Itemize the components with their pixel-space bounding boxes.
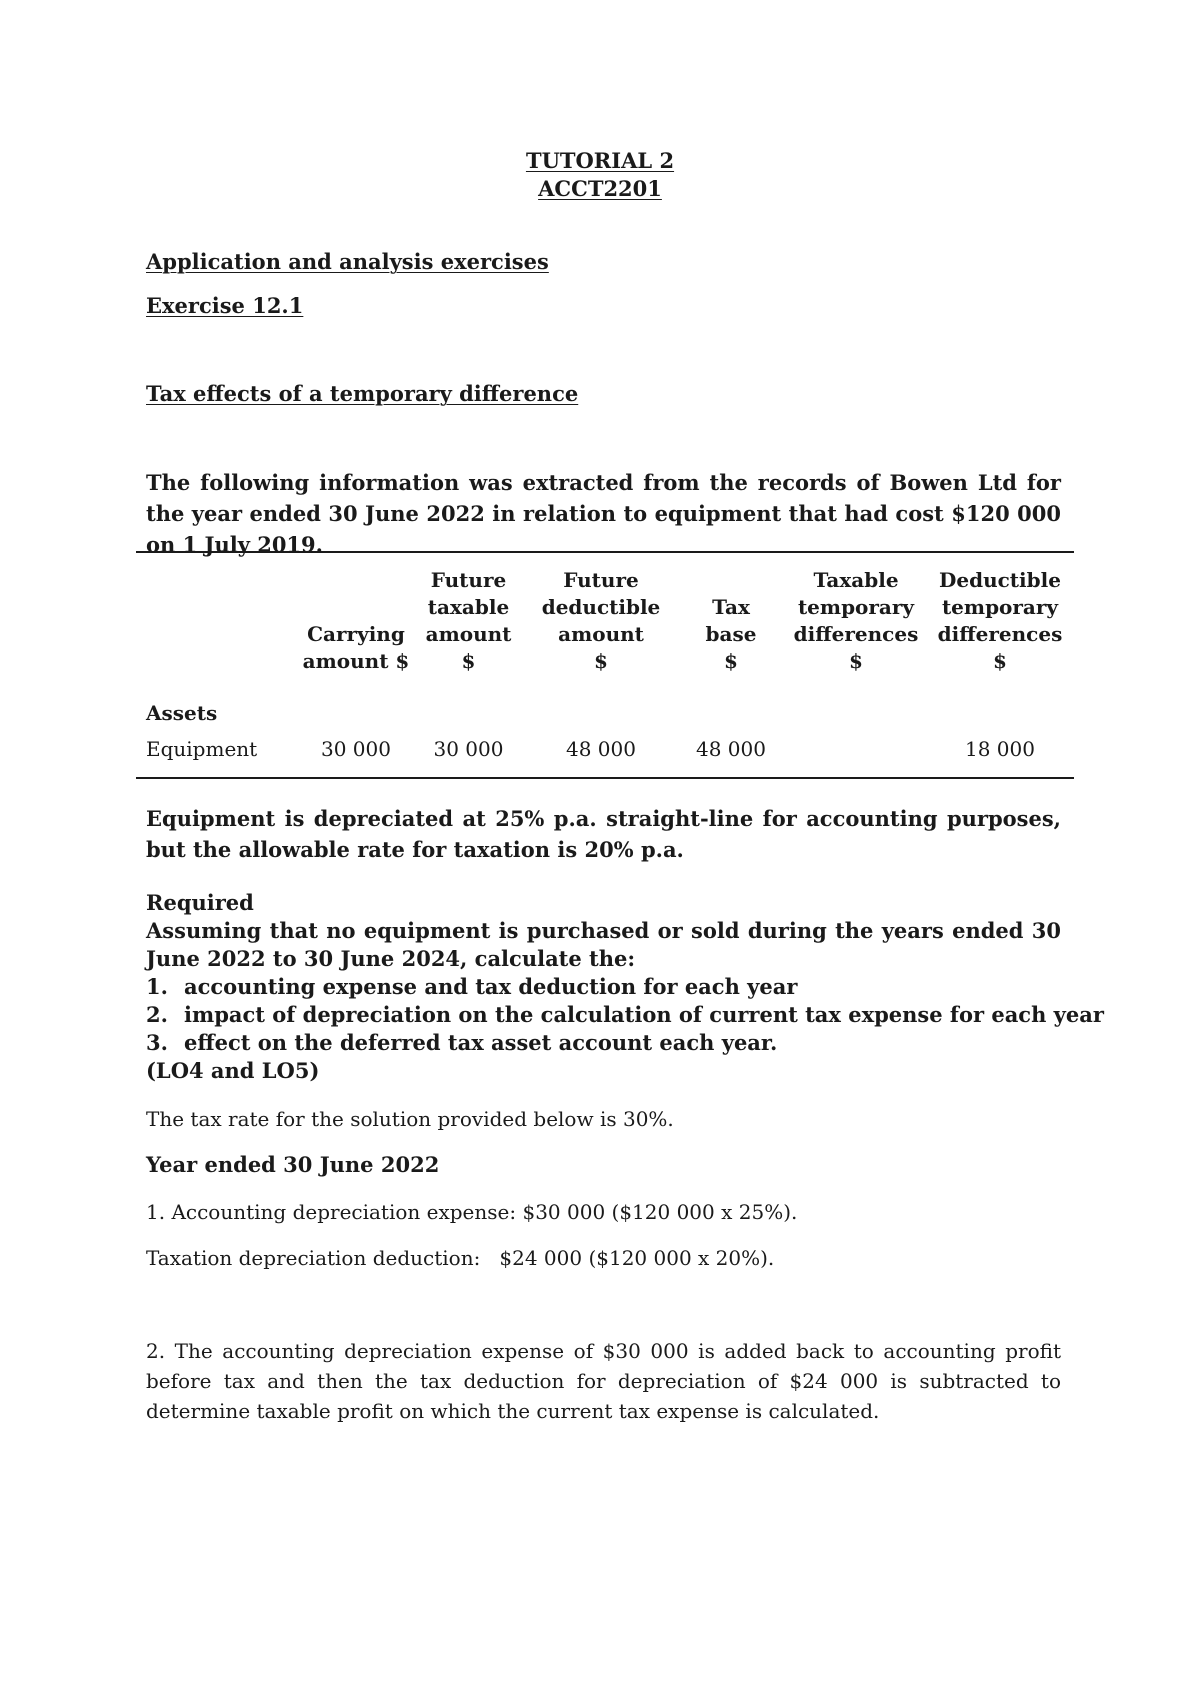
exercise-label: Exercise 12.1: [146, 293, 304, 318]
cell-future-taxable: 30 000: [433, 737, 504, 761]
header-text: temporary: [941, 595, 1059, 619]
header-text: Future: [430, 568, 507, 592]
header-text: $: [724, 649, 738, 673]
header-text: taxable: [427, 595, 510, 619]
tax-rate-note: The tax rate for the solution provided below is 30%.: [146, 1107, 674, 1131]
year-heading: Year ended 30 June 2022: [146, 1152, 440, 1177]
item-number: 2.: [146, 1002, 168, 1027]
cell-taxable-temp: [786, 727, 926, 778]
header-text: amount: [558, 622, 644, 646]
header-text: base: [705, 622, 757, 646]
header-text: temporary: [797, 595, 915, 619]
header-text: $: [461, 649, 476, 673]
required-list: [146, 973, 1104, 1057]
learning-outcomes: (LO4 and LO5): [146, 1058, 320, 1083]
required-label: Required: [146, 890, 254, 915]
header-deductible-temp: [926, 552, 1074, 681]
topic-heading: Tax effects of a temporary difference: [146, 381, 579, 406]
header-taxable-temp: [786, 552, 926, 681]
list-item: [146, 1001, 1104, 1029]
header-text: amount: [425, 622, 512, 646]
table-header-row: [136, 552, 1074, 681]
cell-future-deductible: 48 000: [566, 737, 636, 761]
solution-line-1: 1. Accounting depreciation expense: $30 000 ($120 000 x 25%).: [146, 1200, 798, 1224]
row-label: Equipment: [146, 737, 258, 761]
header-carrying-amount: [301, 552, 411, 681]
header-text: $: [849, 649, 863, 673]
required-lead: Assuming that no equipment is purchased or sold during the years ended 30 June 2022 to 30 June 2024, calculate the:: [146, 918, 1061, 971]
header-text: Taxable: [813, 568, 899, 592]
item-text: accounting expense and tax deduction for each year: [184, 974, 798, 999]
header-future-deductible: [526, 552, 676, 681]
header-text: differences: [937, 622, 1063, 646]
header-future-taxable: [411, 552, 526, 681]
solution-line-3: 2. The accounting depreciation expense of $30 000 is added back to accounting profit before tax and then the tax deduction for depreciation of $24 000 is subtracted to determine taxable profit on which the current tax expense is calculated.: [146, 1339, 1061, 1423]
header-text: Tax: [712, 595, 750, 619]
equipment-table: [136, 551, 1074, 779]
section-heading: Application and analysis exercises: [146, 249, 549, 274]
cell-tax-base: 48 000: [696, 737, 766, 761]
list-item: [146, 973, 1104, 1001]
course-code: ACCT2201: [538, 176, 662, 201]
list-item: [146, 1029, 1104, 1057]
depreciation-note: Equipment is depreciated at 25% p.a. straight-line for accounting purposes, but the allowable rate for taxation is 20% p.a.: [146, 806, 1061, 862]
header-text: Deductible: [939, 568, 1061, 592]
header-blank: [136, 552, 301, 681]
cell-carrying-amount: 30 000: [321, 737, 391, 761]
header-text: deductible: [541, 595, 661, 619]
section-label: Assets: [146, 701, 218, 725]
header-text: $: [594, 649, 608, 673]
item-text: impact of depreciation on the calculation of current tax expense for each year: [184, 1002, 1104, 1027]
intro-paragraph: The following information was extracted from the records of Bowen Ltd for the year ended 30 June 2022 in relation to equipment that had cost $120 000 on 1 July 2019.: [146, 470, 1061, 557]
item-number: 1.: [146, 974, 168, 999]
header-text: differences: [793, 622, 919, 646]
item-number: 3.: [146, 1030, 168, 1055]
header-tax-base: [676, 552, 786, 681]
table-section-row: [136, 681, 1074, 727]
item-text: effect on the deferred tax asset account each year.: [184, 1030, 778, 1055]
header-text: $: [993, 649, 1007, 673]
tutorial-title: TUTORIAL 2: [525, 148, 675, 173]
header-text: Future: [563, 568, 639, 592]
cell-deductible-temp: 18 000: [965, 737, 1035, 761]
header-text: amount $: [302, 649, 410, 673]
table-row: [136, 727, 1074, 778]
header-text: Carrying: [307, 622, 405, 646]
solution-line-2: Taxation depreciation deduction: $24 000 ($120 000 x 20%).: [146, 1246, 775, 1270]
